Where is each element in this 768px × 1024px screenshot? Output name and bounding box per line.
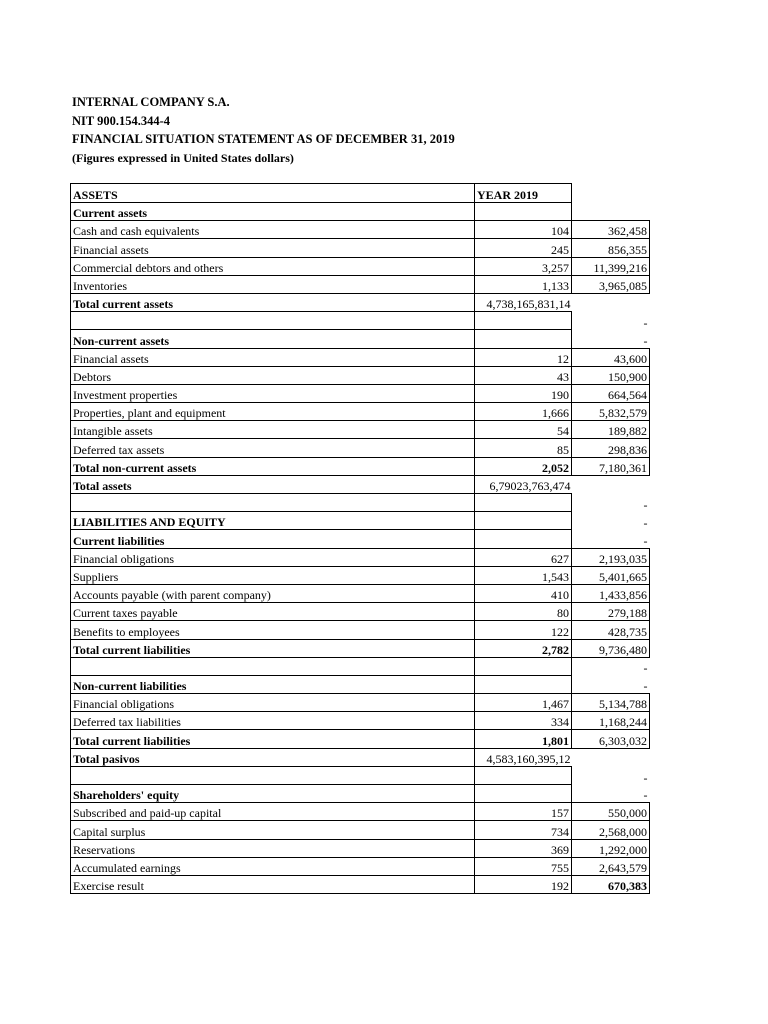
row-label: Cash and cash equivalents [71, 221, 475, 239]
table-row [71, 785, 650, 803]
row-value-1: 54 [475, 421, 572, 439]
row-label: Total assets [71, 475, 475, 493]
row-value-1: 1,467 [475, 694, 572, 712]
table-row [71, 330, 650, 348]
table-row [71, 657, 650, 675]
table-row [71, 457, 650, 475]
row-value-2: 1,292,000 [572, 839, 650, 857]
row-label: Financial assets [71, 239, 475, 257]
assets-header: ASSETS [71, 184, 475, 203]
table-row [71, 712, 650, 730]
row-value-2: 856,355 [572, 239, 650, 257]
table-row [71, 639, 650, 657]
row-value-1 [475, 203, 572, 221]
row-value-1: 122 [475, 621, 572, 639]
row-value-2: 5,401,665 [572, 566, 650, 584]
table-row [71, 512, 650, 530]
row-value-1-text: 4,738,165,831,14 [486, 297, 571, 312]
row-value-1: 12 [475, 348, 572, 366]
row-value-1 [475, 657, 572, 675]
row-value-1: 3,257 [475, 257, 572, 275]
table-row [71, 312, 650, 330]
row-value-2: - [643, 515, 648, 530]
row-value-2: 43,600 [572, 348, 650, 366]
row-value-2: - [643, 315, 648, 330]
table-row [71, 603, 650, 621]
row-value-2: - [643, 661, 648, 676]
row-label [71, 657, 475, 675]
row-value-2: 550,000 [572, 803, 650, 821]
table-row [71, 221, 650, 239]
table-row [71, 821, 650, 839]
row-value-2: 670,383 [572, 875, 650, 893]
table-row [71, 421, 650, 439]
row-value-1 [475, 475, 572, 493]
row-value-2: 150,900 [572, 366, 650, 384]
row-value-2 [572, 748, 650, 766]
row-label: Non-current liabilities [71, 675, 475, 693]
row-value-1 [475, 748, 572, 766]
row-value-2 [572, 475, 650, 493]
table-row [71, 275, 650, 293]
row-value-1: 755 [475, 857, 572, 875]
row-label: Deferred tax assets [71, 439, 475, 457]
row-value-1: 104 [475, 221, 572, 239]
row-label: Subscribed and paid-up capital [71, 803, 475, 821]
table-row [71, 839, 650, 857]
financial-statement-table [70, 183, 650, 894]
row-value-1 [475, 766, 572, 784]
table-row [71, 494, 650, 512]
year-header: YEAR 2019 [475, 184, 572, 203]
row-value-1: 734 [475, 821, 572, 839]
table-row [71, 475, 650, 493]
row-label: Non-current assets [71, 330, 475, 348]
table-row [71, 748, 650, 766]
row-value-2: 279,188 [572, 603, 650, 621]
statement-title: FINANCIAL SITUATION STATEMENT AS OF DECEMBER 31, 2019 [72, 132, 455, 146]
row-label: Shareholders' equity [71, 785, 475, 803]
row-value-2 [572, 203, 650, 221]
row-label [71, 312, 475, 330]
row-value-2: 7,180,361 [572, 457, 650, 475]
row-label: Total current assets [71, 293, 475, 311]
row-value-2: - [643, 770, 648, 785]
table-row [71, 694, 650, 712]
company-nit: NIT 900.154.344-4 [72, 113, 171, 128]
row-value-1 [475, 312, 572, 330]
row-label: Current assets [71, 203, 475, 221]
row-label: Total current liabilities [71, 730, 475, 748]
row-value-1: 1,801 [475, 730, 572, 748]
row-value-1: 627 [475, 548, 572, 566]
company-name: INTERNAL COMPANY S.A. [72, 95, 230, 109]
row-value-1: 1,133 [475, 275, 572, 293]
row-label: Total non-current assets [71, 457, 475, 475]
row-label: Reservations [71, 839, 475, 857]
row-label: Accounts payable (with parent company) [71, 584, 475, 602]
row-value-2: 11,399,216 [572, 257, 650, 275]
row-value-1: 334 [475, 712, 572, 730]
row-value-1: 2,782 [475, 639, 572, 657]
row-value-1: 157 [475, 803, 572, 821]
row-label: Total current liabilities [71, 639, 475, 657]
row-value-2: 428,735 [572, 621, 650, 639]
header-spacer [572, 184, 650, 203]
row-value-2: - [643, 497, 648, 512]
row-value-1: 2,052 [475, 457, 572, 475]
table-row [71, 803, 650, 821]
table-row [71, 530, 650, 548]
row-label: Financial assets [71, 348, 475, 366]
row-label: Intangible assets [71, 421, 475, 439]
row-value-1-text: 6,79023,763,474 [489, 479, 571, 493]
document-header [72, 93, 455, 167]
table-header-row [71, 184, 650, 203]
row-value-1: 245 [475, 239, 572, 257]
row-label: Commercial debtors and others [71, 257, 475, 275]
row-value-1: 410 [475, 584, 572, 602]
row-value-2: 362,458 [572, 221, 650, 239]
table-row [71, 548, 650, 566]
row-value-1: 1,666 [475, 403, 572, 421]
row-value-1: 1,543 [475, 566, 572, 584]
row-value-1: 43 [475, 366, 572, 384]
row-label: Accumulated earnings [71, 857, 475, 875]
row-label: LIABILITIES AND EQUITY [71, 512, 475, 530]
table-row [71, 584, 650, 602]
row-label: Debtors [71, 366, 475, 384]
row-label [71, 494, 475, 512]
row-label: Current liabilities [71, 530, 475, 548]
table-row [71, 875, 650, 893]
table-row [71, 857, 650, 875]
row-value-2: 298,836 [572, 439, 650, 457]
row-value-2: - [643, 788, 648, 803]
row-value-2: - [643, 679, 648, 694]
table-row [71, 257, 650, 275]
row-label: Investment properties [71, 384, 475, 402]
row-label: Total pasivos [71, 748, 475, 766]
row-value-2: 5,832,579 [572, 403, 650, 421]
row-label: Deferred tax liabilities [71, 712, 475, 730]
table-row [71, 348, 650, 366]
row-label: Properties, plant and equipment [71, 403, 475, 421]
row-label: Financial obligations [71, 694, 475, 712]
row-value-2: - [643, 533, 648, 548]
row-value-2: 5,134,788 [572, 694, 650, 712]
row-label: Current taxes payable [71, 603, 475, 621]
row-label: Financial obligations [71, 548, 475, 566]
row-label: Capital surplus [71, 821, 475, 839]
row-label: Exercise result [71, 875, 475, 893]
table-row [71, 293, 650, 311]
row-value-2: 2,568,000 [572, 821, 650, 839]
table-row [71, 203, 650, 221]
row-value-1: 85 [475, 439, 572, 457]
row-value-1 [475, 785, 572, 803]
row-value-2: 3,965,085 [572, 275, 650, 293]
row-value-1: 369 [475, 839, 572, 857]
row-label: Suppliers [71, 566, 475, 584]
row-value-1 [475, 330, 572, 348]
row-value-2: 6,303,032 [572, 730, 650, 748]
row-value-1: 192 [475, 875, 572, 893]
table-row [71, 621, 650, 639]
table-row [71, 730, 650, 748]
row-value-1-text: 4,583,160,395,12 [486, 751, 571, 766]
table-row [71, 439, 650, 457]
row-value-1 [475, 675, 572, 693]
row-value-1: 190 [475, 384, 572, 402]
row-value-2: 189,882 [572, 421, 650, 439]
row-value-1: 80 [475, 603, 572, 621]
row-value-2: 1,433,856 [572, 584, 650, 602]
row-value-1 [475, 293, 572, 311]
row-label [71, 766, 475, 784]
row-value-2: 2,193,035 [572, 548, 650, 566]
row-value-2: 1,168,244 [572, 712, 650, 730]
table-row [71, 366, 650, 384]
row-value-2: 2,643,579 [572, 857, 650, 875]
table-row [71, 403, 650, 421]
row-value-2: - [643, 333, 648, 348]
figures-note: (Figures expressed in United States dollars) [72, 150, 294, 165]
table-row [71, 384, 650, 402]
row-label: Benefits to employees [71, 621, 475, 639]
row-label: Inventories [71, 275, 475, 293]
row-value-1 [475, 512, 572, 530]
table-row [71, 675, 650, 693]
row-value-1 [475, 530, 572, 548]
row-value-1 [475, 494, 572, 512]
row-value-2: 664,564 [572, 384, 650, 402]
table-row [71, 766, 650, 784]
row-value-2: 9,736,480 [572, 639, 650, 657]
table-row [71, 239, 650, 257]
row-value-2 [572, 293, 650, 311]
table-row [71, 566, 650, 584]
